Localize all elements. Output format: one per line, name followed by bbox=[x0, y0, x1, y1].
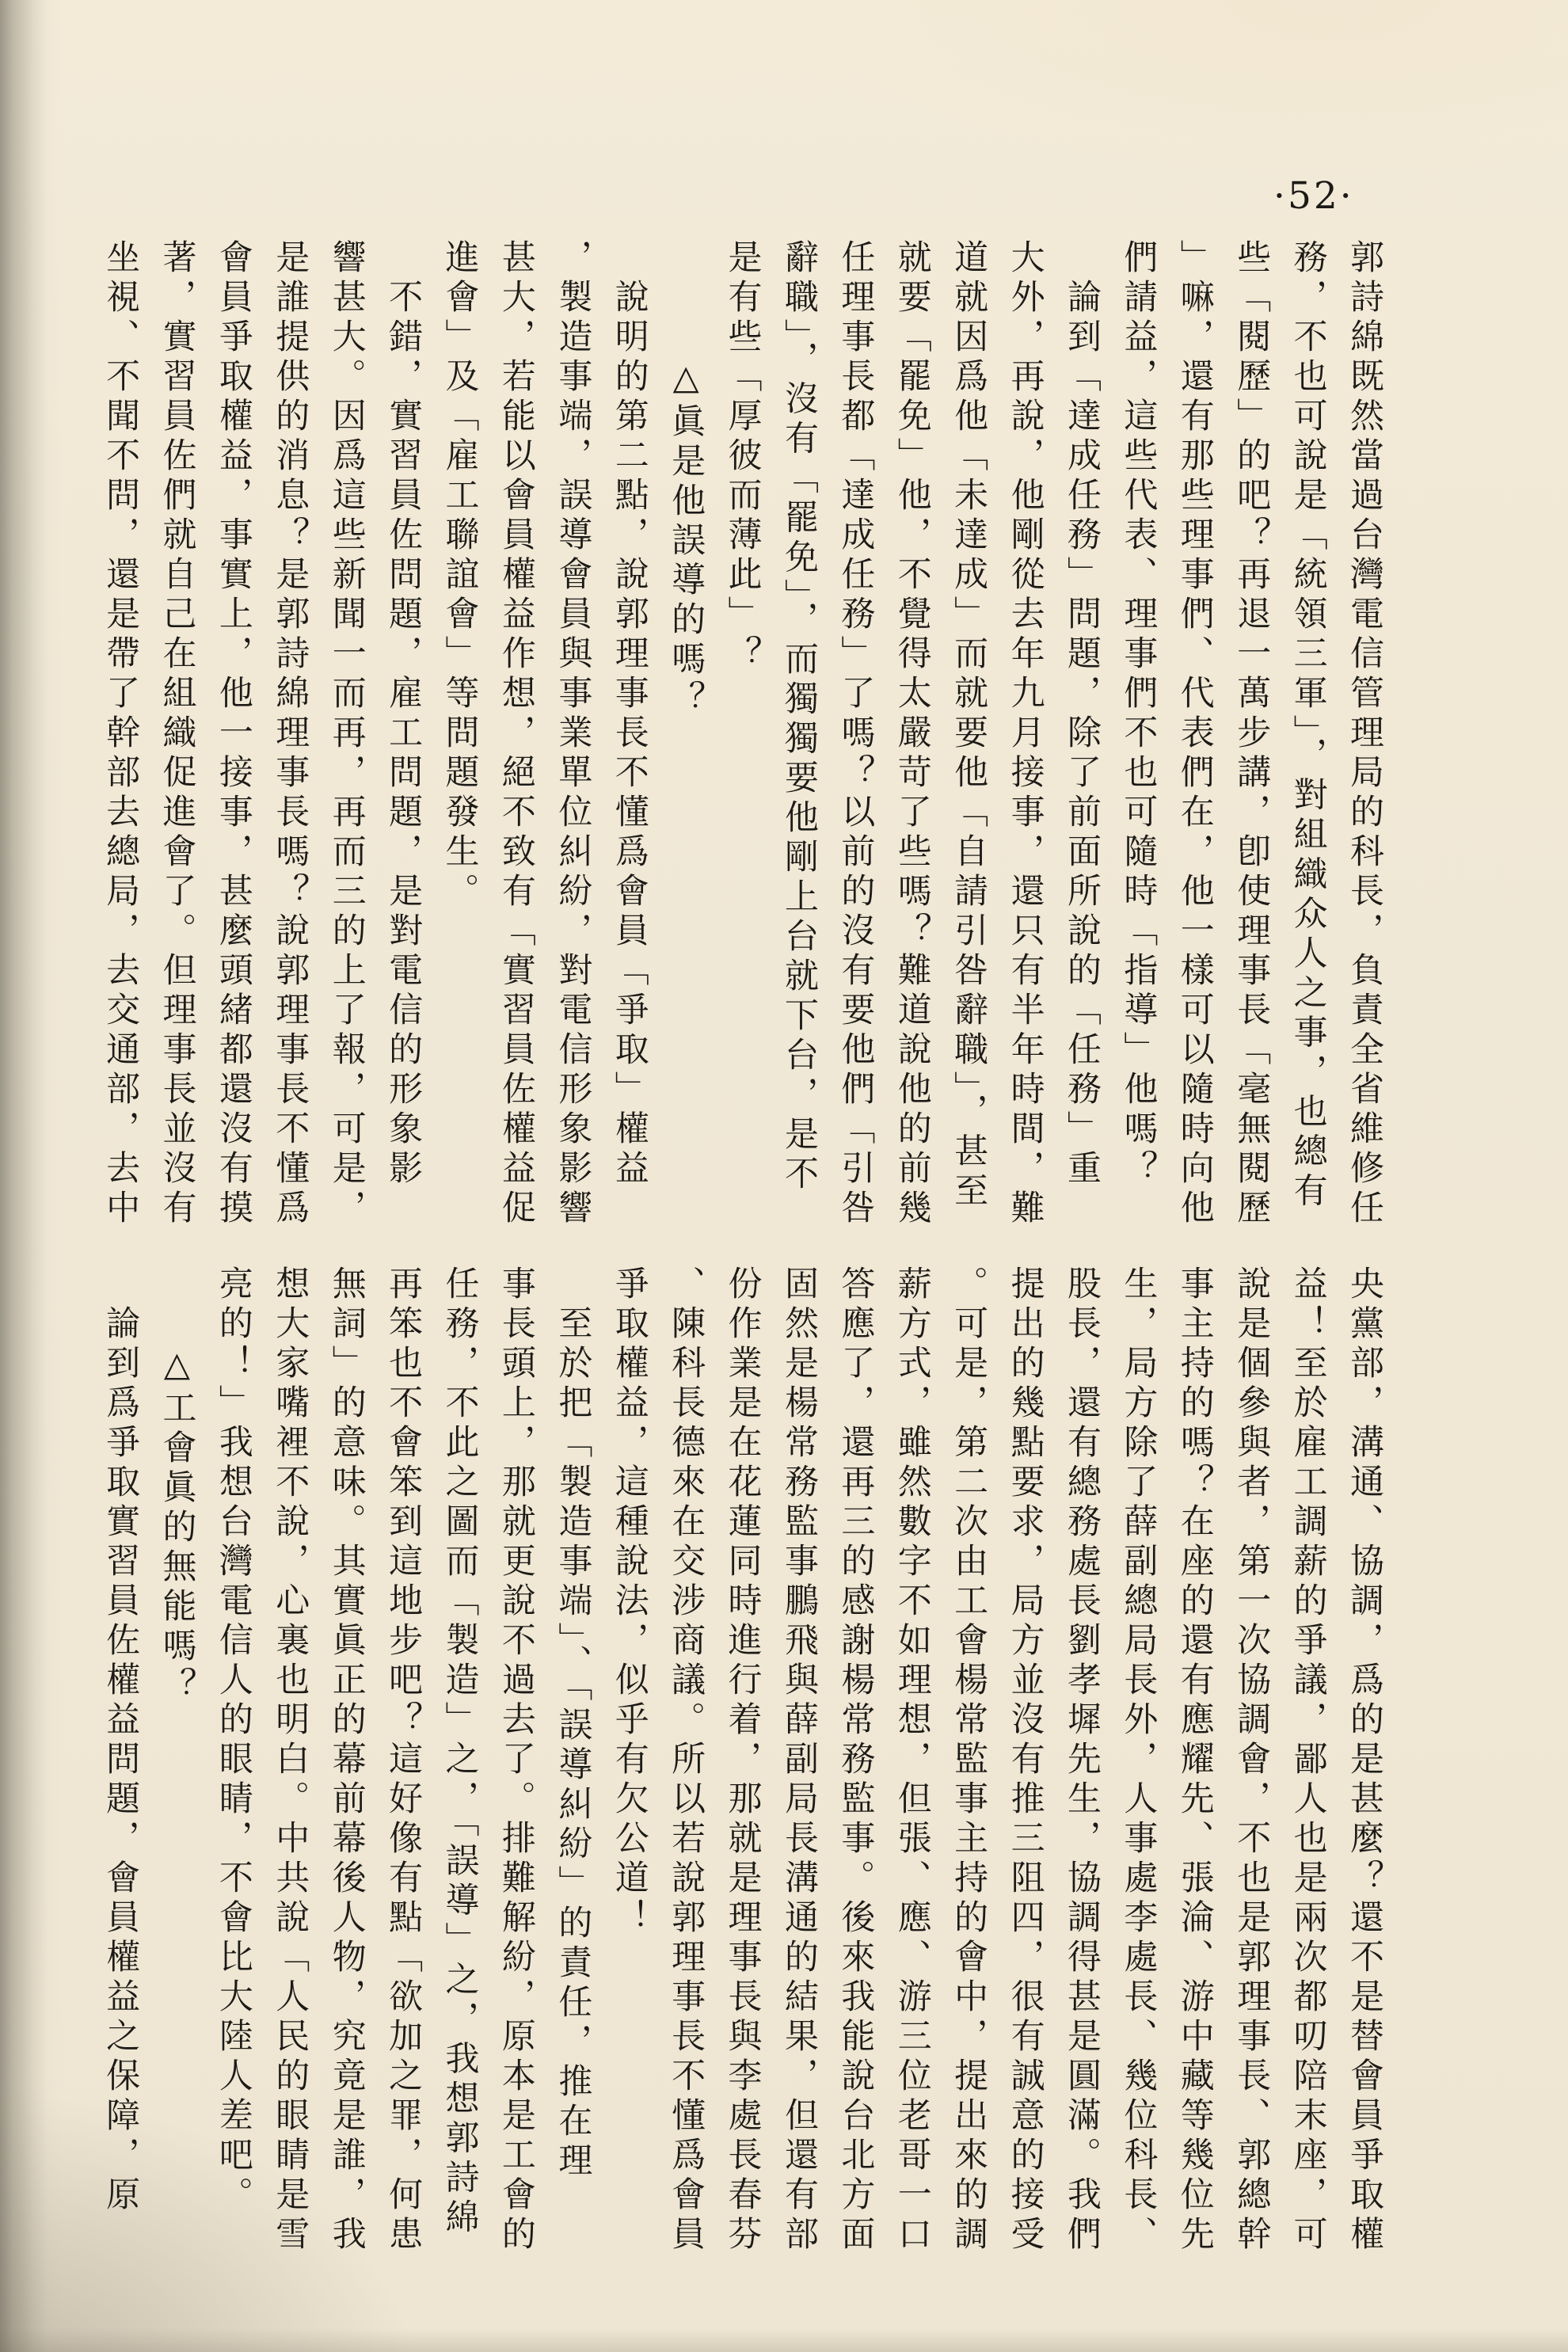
binding-gutter-shadow bbox=[0, 0, 48, 2352]
text-column: 務，不也可說是「統領三軍」，對組織众人之事，也總有 bbox=[1288, 239, 1328, 1212]
text-column: 郭詩綿既然當過台灣電信管理局的科長，負責全省維修任 bbox=[1345, 239, 1384, 1229]
text-column: 甚大，若能以會員權益作想，絕不致有「實習員佐權益促 bbox=[496, 239, 536, 1229]
text-column: 會員爭取權益，事實上，他一接事，甚麼頭緒都還沒有摸 bbox=[213, 239, 253, 1229]
text-column: 論到「達成任務」問題，除了前面所說的「任務」重 bbox=[1061, 239, 1102, 1189]
text-column: 們請益，這些代表、理事們不也可隨時「指導」他嗎？ bbox=[1118, 239, 1159, 1189]
text-column: 至於把「製造事端」、「誤導糾紛」的責任，推在理 bbox=[553, 1265, 593, 2182]
text-column: 道就因爲他「未達成」而就要他「自請引咎辭職」，甚至 bbox=[949, 239, 989, 1212]
text-column: △工會眞的無能嗎？ bbox=[157, 1265, 197, 1707]
text-column: 不錯，實習員佐問題，雇工問題，是對電信的形象影 bbox=[383, 239, 424, 1189]
text-column: 提出的幾點要求，局方並沒有推三阻四，很有誠意的接受 bbox=[1005, 1265, 1045, 2255]
text-column: 央黨部，溝通、協調，爲的是甚麼？還不是替會員爭取權 bbox=[1345, 1265, 1384, 2255]
text-column: 生，局方除了薛副總局長外，人事處李處長、幾位科長、 bbox=[1118, 1265, 1159, 2255]
text-column: 任理事長都「達成任務」了嗎？以前的沒有要他們「引咎 bbox=[835, 239, 876, 1229]
text-column: △眞是他誤導的嗎？ bbox=[666, 239, 706, 720]
text-column: 是誰提供的消息？是郭詩綿理事長嗎？說郭理事長不懂爲 bbox=[270, 239, 310, 1229]
text-column: 說明的第二點，說郭理事長不懂爲會員「爭取」權益 bbox=[609, 239, 649, 1189]
text-column: 事長頭上，那就更說不過去了。排難解紛，原本是工會的 bbox=[496, 1265, 536, 2255]
text-column: ，製造事端，誤導會員與事業單位糾紛，對電信形象影響 bbox=[553, 239, 593, 1229]
text-column: 進會」及「雇工聯誼會」等問題發生。 bbox=[440, 239, 480, 912]
text-column: 無詞」的意味。其實眞正的幕前幕後人物，究竟是誰，我 bbox=[326, 1265, 367, 2255]
text-column: 」嘛，還有那些理事們、代表們在，他一樣可以隨時向他 bbox=[1174, 239, 1215, 1229]
text-column: 是有些「厚彼而薄此」？ bbox=[722, 239, 763, 675]
text-column: 任務，不此之圖而「製造」之，「誤導」之，我想郭詩綿 bbox=[440, 1265, 480, 2239]
text-column: 份作業是在花蓮同時進行着，那就是理事長與李處長春芬 bbox=[722, 1265, 763, 2255]
text-column: 著，實習員佐們就自己在組織促進會了。但理事長並沒有 bbox=[157, 239, 197, 1229]
text-column: 、陳科長德來在交涉商議。所以若說郭理事長不懂爲會員 bbox=[666, 1265, 706, 2255]
text-column: 固然是楊常務監事鵬飛與薛副局長溝通的結果，但還有部 bbox=[778, 1265, 819, 2255]
text-column: 響甚大。因爲這些新聞一而再，再而三的上了報，可是， bbox=[326, 239, 367, 1229]
text-column: 坐視、不聞不問，還是帶了幹部去總局，去交通部，去中 bbox=[101, 239, 141, 1229]
text-column: 辭職」，沒有「罷免」，而獨獨要他剛上台就下台，是不 bbox=[778, 239, 819, 1195]
text-column: 事主持的嗎？在座的還有應耀先、張淪、游中藏等幾位先 bbox=[1174, 1265, 1215, 2255]
text-column: 再笨也不會笨到這地步吧？這好像有點「欲加之罪，何患 bbox=[383, 1265, 424, 2255]
text-column: 答應了，還再三的感謝楊常務監事。後來我能說台北方面 bbox=[835, 1265, 876, 2255]
article-text-block-top bbox=[92, 239, 1392, 1246]
text-column: 。可是，第二次由工會楊常監事主持的會中，提出來的調 bbox=[949, 1265, 989, 2255]
text-column: 亮的！」我想台灣電信人的眼睛，不會比大陸人差吧。 bbox=[213, 1265, 253, 2216]
text-column: 想大家嘴裡不說，心裏也明白。中共說「人民的眼睛是雪 bbox=[270, 1265, 310, 2255]
article-text-block-bottom bbox=[92, 1265, 1392, 2295]
text-column: 大外，再說，他剛從去年九月接事，還只有半年時間，難 bbox=[1005, 239, 1045, 1229]
text-column: 些「閱歷」的吧？再退一萬步講，卽使理事長「毫無閱歷 bbox=[1231, 239, 1272, 1229]
text-column: 論到爲爭取實習員佐權益問題，會員權益之保障，原 bbox=[101, 1265, 141, 2216]
text-column: 就要「罷免」他，不覺得太嚴苛了些嗎？難道說他的前幾 bbox=[892, 239, 932, 1229]
text-column: 薪方式，雖然數字不如理想，但張、應、游三位老哥一口 bbox=[892, 1265, 932, 2255]
text-column: 說是個參與者，第一次協調會，不也是郭理事長、郭總幹 bbox=[1231, 1265, 1272, 2255]
text-column: 爭取權益，這種說法，似乎有欠公道！ bbox=[609, 1265, 649, 1939]
text-column: 益！至於雇工調薪的爭議，鄙人也是兩次都叨陪末座，可 bbox=[1288, 1265, 1328, 2255]
text-column: 股長，還有總務處長劉孝墀先生，協調得甚是圓滿。我們 bbox=[1061, 1265, 1102, 2255]
page-number: ·52· bbox=[1273, 174, 1354, 218]
